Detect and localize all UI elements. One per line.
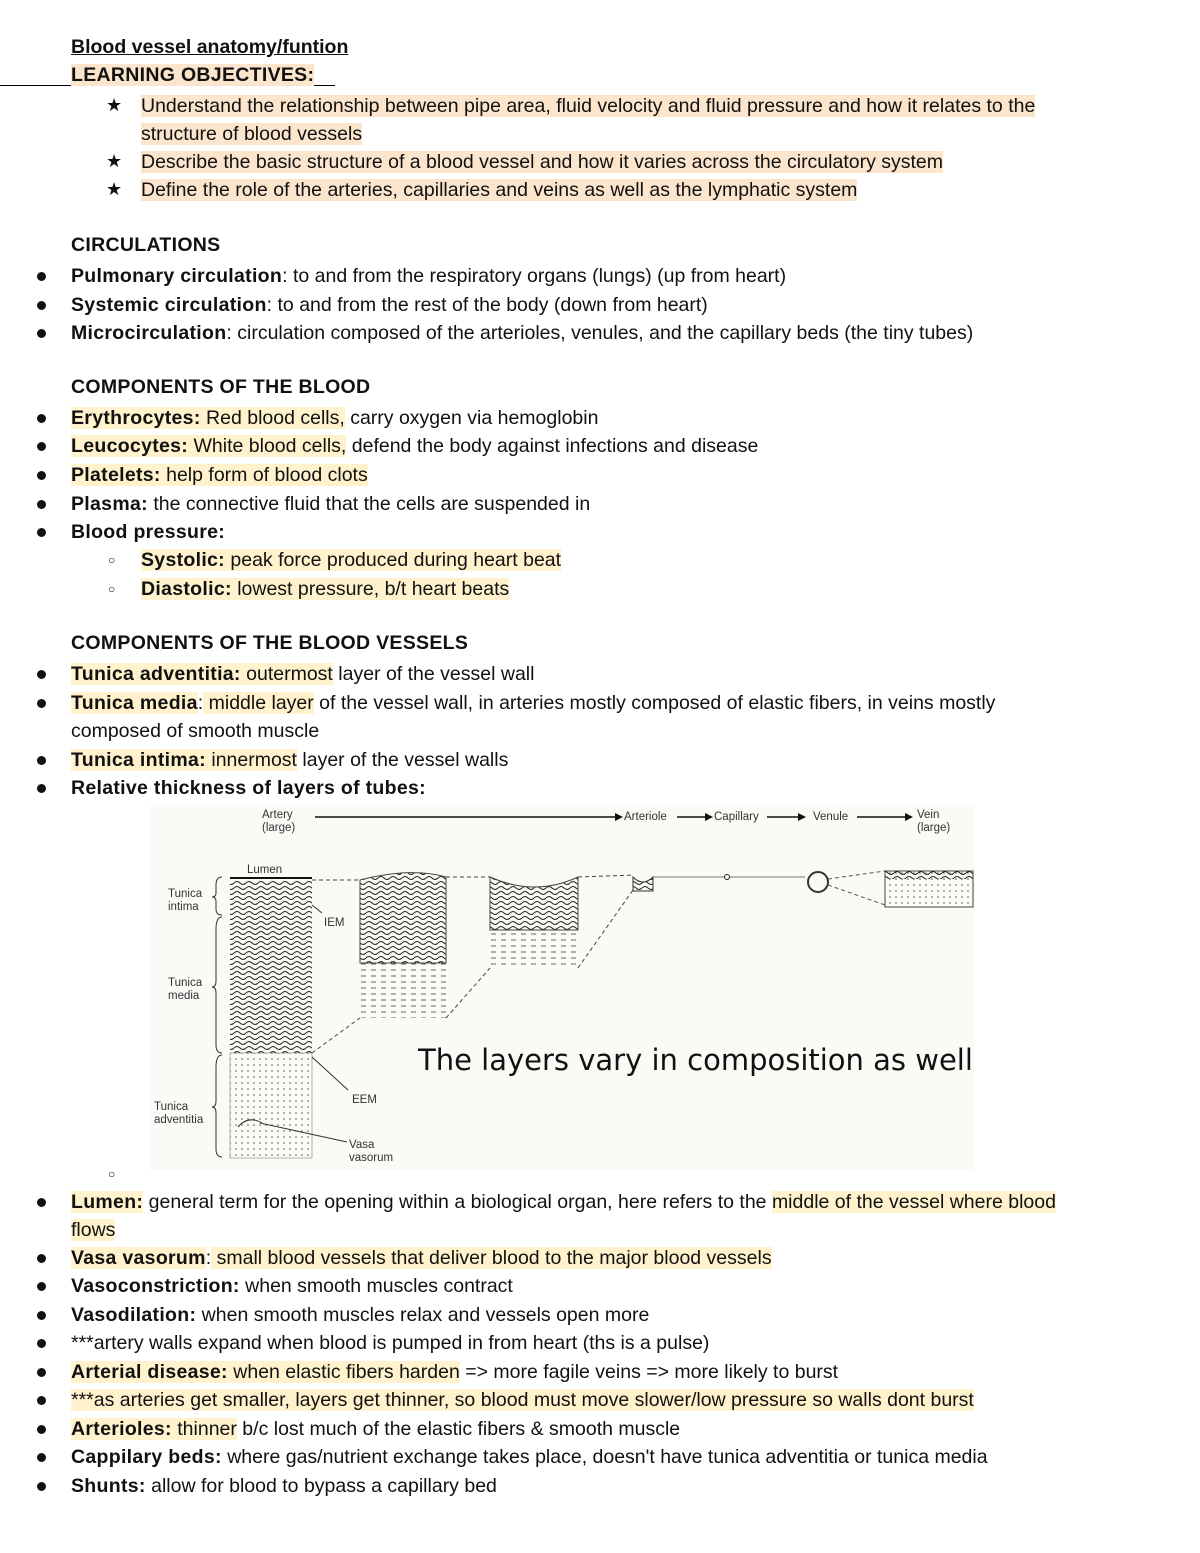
objective-item: Describe the basic structure of a blood vessel and how it varies across the circulatory system — [141, 151, 944, 173]
venule-label: Venule — [813, 811, 849, 823]
ring-bullet-icon: ○ — [108, 582, 116, 596]
star-bullet-icon: ★ — [106, 179, 123, 199]
circulations-heading: CIRCULATIONS — [71, 234, 221, 256]
arteriole-label: Arteriole — [624, 811, 667, 823]
bullet-icon — [37, 1311, 46, 1320]
list-item: Plasma: the connective fluid that the cells are suspended in — [71, 493, 591, 515]
list-item: Diastolic: lowest pressure, b/t heart beats — [141, 578, 510, 600]
bullet-icon — [37, 1368, 46, 1377]
vessels-heading: COMPONENTS OF THE BLOOD VESSELS — [71, 632, 469, 654]
bullet-icon — [37, 272, 46, 281]
ring-bullet-icon: ○ — [108, 553, 116, 567]
star-bullet-icon: ★ — [106, 151, 123, 171]
iem-label: IEM — [324, 917, 345, 929]
list-item: Vasa vasorum: small blood vessels that deliver blood to the major blood vessels — [71, 1247, 772, 1269]
list-item: Microcirculation: circulation composed of the arterioles, venules, and the capillary beds (the tiny tubes) — [71, 322, 974, 344]
list-item-continuation: flows — [71, 1219, 116, 1241]
list-item: Lumen: general term for the opening within a biological organ, here refers to the middle of the vessel where blood — [71, 1191, 1056, 1213]
list-item: Arterioles: thinner b/c lost much of the elastic fibers & smooth muscle — [71, 1418, 681, 1440]
bullet-icon — [37, 471, 46, 480]
vein-label: Vein (large) — [917, 809, 951, 834]
list-item: Erythrocytes: Red blood cells, carry oxygen via hemoglobin — [71, 407, 599, 429]
list-item: Systemic circulation: to and from the rest of the body (down from heart) — [71, 294, 708, 316]
bullet-icon — [37, 1254, 46, 1263]
blood-heading: COMPONENTS OF THE BLOOD — [71, 376, 371, 398]
capillary-label: Capillary — [714, 811, 759, 823]
objective-item: Define the role of the arteries, capillaries and veins as well as the lymphatic system — [141, 179, 858, 201]
bullet-icon — [37, 699, 46, 708]
list-item: Vasodilation: when smooth muscles relax and vessels open more — [71, 1304, 650, 1326]
tunica-adventitia-label: Tunica adventitia — [154, 1101, 204, 1126]
figure-caption: The layers vary in composition as well — [418, 1043, 973, 1077]
list-item-continuation: composed of smooth muscle — [71, 720, 320, 742]
bullet-icon — [37, 500, 46, 509]
bullet-icon — [37, 301, 46, 310]
page-title: Blood vessel anatomy/funtion — [71, 36, 349, 58]
star-bullet-icon: ★ — [106, 95, 123, 115]
bullet-icon — [37, 670, 46, 679]
list-item: Cappilary beds: where gas/nutrient exchange takes place, doesn't have tunica adventitia or tunica media — [71, 1446, 988, 1468]
objective-item: Understand the relationship between pipe area, fluid velocity and fluid pressure and how it relates to the — [141, 95, 1036, 117]
list-item: Arterial disease: when elastic fibers harden => more fagile veins => more likely to burst — [71, 1361, 839, 1383]
list-item: Tunica intima: innermost layer of the vessel walls — [71, 749, 509, 771]
eem-label: EEM — [352, 1094, 377, 1106]
list-item: Pulmonary circulation: to and from the respiratory organs (lungs) (up from heart) — [71, 265, 787, 287]
bullet-icon — [37, 1425, 46, 1434]
list-item: ***as arteries get smaller, layers get thinner, so blood must move slower/low pressure so walls dont burst — [71, 1389, 974, 1411]
list-item: Leucocytes: White blood cells, defend the body against infections and disease — [71, 435, 759, 457]
lumen-label: Lumen — [247, 864, 283, 876]
list-item: Tunica adventitia: outermost layer of the vessel wall — [71, 663, 535, 685]
vessel-layers-diagram — [150, 805, 975, 1170]
list-item: Tunica media: middle layer of the vessel wall, in arteries mostly composed of elastic fibers, in veins mostly — [71, 692, 996, 714]
bullet-icon — [37, 1282, 46, 1291]
bullet-icon — [37, 329, 46, 338]
objective-item: structure of blood vessels — [141, 123, 363, 145]
objectives-heading: LEARNING OBJECTIVES: — [71, 64, 315, 86]
bullet-icon — [37, 414, 46, 423]
list-item: Blood pressure: — [71, 521, 226, 543]
bullet-icon — [37, 1482, 46, 1491]
tunica-intima-label: Tunica intima — [168, 888, 203, 913]
list-item: Vasoconstriction: when smooth muscles contract — [71, 1275, 513, 1297]
artery-label: Artery (large) — [262, 809, 296, 834]
bullet-icon — [37, 442, 46, 451]
bullet-icon — [37, 1396, 46, 1405]
list-item: Shunts: allow for blood to bypass a capillary bed — [71, 1475, 497, 1497]
ring-bullet-icon: ○ — [108, 1167, 116, 1181]
bullet-icon — [37, 528, 46, 537]
list-item: Systolic: peak force produced during heart beat — [141, 549, 562, 571]
bullet-icon — [37, 784, 46, 793]
bullet-icon — [37, 1453, 46, 1462]
bullet-icon — [37, 1198, 46, 1207]
tunica-media-label: Tunica media — [168, 977, 203, 1002]
vasa-vasorum-label: Vasa vasorum — [349, 1139, 394, 1164]
vessel-layers-figure — [150, 805, 975, 1170]
list-item: Relative thickness of layers of tubes: — [71, 777, 426, 799]
list-item: ***artery walls expand when blood is pumped in from heart (ths is a pulse) — [71, 1332, 710, 1354]
bullet-icon — [37, 756, 46, 765]
list-item: Platelets: help form of blood clots — [71, 464, 368, 486]
bullet-icon — [37, 1339, 46, 1348]
